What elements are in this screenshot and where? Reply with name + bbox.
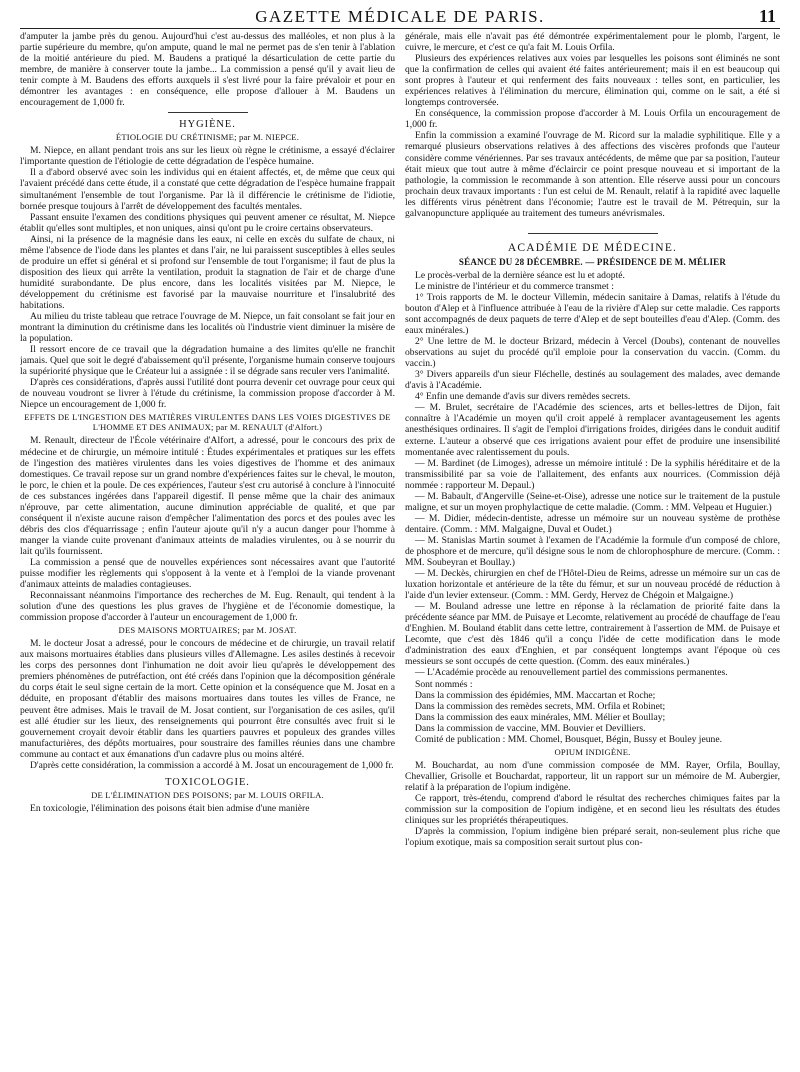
article-paragraph: Passant ensuite l'examen des conditions physiques qui peuvent amener ce résultat, M. Niepce établit qu'elles sont multiples, et non uniques, ainsi qu'ont pu le croire certains observateurs. [20, 211, 395, 234]
nommes-item: Dans la commission de vaccine, MM. Bouvier et Devilliers. [415, 722, 646, 734]
nommes-item: Dans la commission des remèdes secrets, MM. Orfila et Robinet; [415, 700, 666, 712]
section-title-hygiene: HYGIÈNE. [179, 119, 236, 131]
section-title-toxicologie: TOXICOLOGIE. [165, 776, 250, 788]
seance-paragraph: — M. Didier, médecin-dentiste, adresse un mémoire sur un nouveau système de prothèse dentaire. (Comm. : MM. Malgaigne, Duval et Oudet.) [405, 512, 780, 535]
article-title-elimination: DE L'ÉLIMINATION DES POISONS; par M. LOUIS ORFILA. [91, 789, 324, 800]
article-paragraph: En toxicologie, l'élimination des poisons était bien admise d'une manière [30, 802, 310, 814]
section-divider [528, 233, 658, 234]
nommes-item: Dans la commission des eaux minérales, MM. Mélier et Boullay; [415, 711, 666, 723]
article-paragraph: M. le docteur Josat a adressé, pour le concours de médecine et de chirurgie, un travail relatif aux maisons mortuaires établies dans plusieurs villes d'Allemagne. Les asiles destinés à recevoir les corps des personnes dont l'inhumation ne doit avoir lieu qu'après le développement des premiers phénomènes de putréfaction, ont été créés dans l'opinion que la décomposition générale du corps était le seul signe certain de la mort. Cette opinion et la conséquence que M. Josat en a déduite, en proposant d'établir des maisons mortuaires dans toutes les villes de France, ne peuvent être admises. Mais le travail de M. Josat contient, sur l'organisation de ces asiles, qu'il est allé étudier sur les lieux, des renseignements qui pourront être consultés avec fruit si le gouvernement croyait devoir établir dans les quartiers pauvres et populeux des grandes villes manufacturières, des dépôts mortuaires, pour soustraire des familles réunies dans une chambre commune au contact et aux émanations d'un cadavre plus ou moins altéré. [20, 638, 395, 760]
seance-paragraph: — M. Deckès, chirurgien en chef de l'Hôtel-Dieu de Reims, adresse un mémoire sur un cas de luxation horizontale et antérieure de la tête du fémur, et sur un nouveau procédé de réduction à l'aide d'un levier extenseur. (Comm. : MM. Gerdy, Hervez de Chégoin et Malgaigne.) [405, 568, 780, 602]
seance-paragraph: — M. Stanislas Martin soumet à l'examen de l'Académie la formule d'un composé de chlore, de phosphore et de mercure, qu'il désigne sous le nom de chlorophosphure de mercure. (Comm. : MM. Soubeyran et Boullay.) [405, 534, 780, 569]
right-column [405, 31, 780, 1071]
seance-paragraph: 2° Une lettre de M. le docteur Brizard, médecin à Vercel (Doubs), contenant de nouvelles observations au sujet du procédé qu'il emploie pour la conservation du vaccin. (Comm. du vaccin.) [405, 336, 780, 370]
seance-paragraph: — L'Académie procède au renouvellement partiel des commissions permanentes. [415, 667, 728, 679]
section-title-academie: ACADÉMIE DE MÉDECINE. [507, 241, 678, 254]
left-column [20, 31, 395, 1071]
article-title-virulentes: EFFETS DE L'INGESTION DES MATIÈRES VIRULENTES DANS LES VOIES DIGESTIVES DE L'HOMME ET DES ANIMAUX; par M. RENAULT (d'Alfort.) [24, 412, 391, 433]
article-paragraph: M. Niepce, en allant pendant trois ans sur les lieux où règne le crétinisme, a essayé d'éclairer l'importante question de l'étiologie de cette dégradation de l'espèce humaine. [20, 145, 395, 168]
article-paragraph: D'après cette considération, la commission a accordé à M. Josat un encouragement de 1,000 fr. [30, 759, 394, 771]
page-number: 11 [758, 6, 776, 26]
seance-title: SÉANCE DU 28 DÉCEMBRE. — PRÉSIDENCE DE M. MÉLIER [458, 256, 727, 267]
intro-paragraph: d'amputer la jambe près du genou. Aujourd'hui c'est au-dessus des malléoles, et non plus à la partie supérieure du membre, qu'on ampute, quand le mal ne permet pas de s'en tenir à l'ablation de la moitié antérieure du pied. M. Baudens a pratiqué la désarticulation de cette partie du membre, de manière à conserver toute la jambe... La commission a pensé qu'il y avait lieu de tenir compte à M. Baudens des efforts auxquels il s'est livré pour la faire prévaloir et pour en démontrer les avantages : en conséquence, elle propose d'allouer à M. Baudens un encouragement de 1,000 fr. [20, 31, 395, 109]
article-paragraph: générale, mais elle n'avait pas été démontrée expérimentalement pour le plomb, l'argent, le cuivre, le mercure, et c'est ce qu'a fait M. Louis Orfila. [405, 31, 780, 54]
section-divider [168, 112, 248, 113]
opium-paragraph: M. Bouchardat, au nom d'une commission composée de MM. Rayer, Orfila, Boullay, Chevallier, Grisolle et Bouchardat, rapporteur, lit un rapport sur un mémoire de M. Aubergier, relatif à la préparation de l'opium indigène. [405, 759, 780, 793]
page-header [20, 6, 780, 29]
seance-paragraph: — M. Bouland adresse une lettre en réponse à la réclamation de priorité faite dans la précédente séance par MM. de Puisaye et Lecomte, relativement au procédé de chauffage de l'eau d'Enghien. M. Bouland établit dans cette lettre, contrairement à l'assertion de MM. de Puisaye et Lecomte, que c'est dès 1846 qu'il a conçu l'idée de cette modification dans le mode d'administration des eaux d'Enghien, et par conséquent longtemps avant l'époque où ces messieurs se sont occupés de cette question. (Comm. des eaux minérales.) [405, 601, 780, 668]
article-paragraph: Au milieu du triste tableau que retrace l'ouvrage de M. Niepce, un fait consolant se fait jour en montrant la diminution du crétinisme dans les localités où l'industrie vient diminuer la misère de la population. [20, 311, 395, 345]
article-paragraph: Reconnaissant néanmoins l'importance des recherches de M. Eug. Renault, qui tendent à la solution d'une des questions les plus graves de l'hygiène et de l'économie domestique, la commission propose d'accorder à l'auteur un encouragement de 1,000 fr. [20, 590, 395, 624]
seance-paragraph: Le procès-verbal de la dernière séance est lu et adopté. [415, 269, 625, 281]
seance-paragraph: — M. Bardinet (de Limoges), adresse un mémoire intitulé : De la syphilis héréditaire et de la transmissibilité par sa voie de l'allaitement, des enfants aux nourrices. (Commission déjà nommée : rapporteur M. Depaul.) [405, 457, 780, 491]
opium-paragraph: D'après la commission, l'opium indigène bien préparé serait, non-seulement plus riche que l'opium exotique, mais sa composition serait surtout plus con- [405, 826, 780, 849]
seance-paragraph: — M. Brulet, secrétaire de l'Académie des sciences, arts et belles-lettres de Dijon, fait connaître à l'Académie un moyen qu'il croit appelé à remplacer avantageusement les agents anesthésiques ordinaires. Il s'agit de l'emploi d'irrigations froides, dirigées dans le conduit auditif externe. L'auteur a observé que ces irrigations avaient pour effet de produire une insensibilité momentanée avec ralentissement du pouls. [405, 402, 780, 458]
nommes-label: Sont nommés : [415, 678, 473, 690]
article-title-cretinisme: ÉTIOLOGIE DU CRÉTINISME; par M. NIEPCE. [115, 132, 300, 143]
opium-paragraph: Ce rapport, très-étendu, comprend d'abord le résultat des recherches chimiques faites par la commission sur la composition de l'opium indigène, et en second lieu les résultats des études cliniques sur les propriétés thérapeutiques. [405, 792, 780, 827]
article-paragraph: Enfin la commission a examiné l'ouvrage de M. Ricord sur la maladie syphilitique. Elle y a remarqué plusieurs observations relatives à des affections des viscères profonds que l'auteur considère comme vénériennes. Par ses travaux antécédents, de même que par sa position, l'auteur était mieux que tout autre à même d'éclaircir ce point presque nouveau et si important de la pathologie, la commission le recommande à son attention. Elle réserve aussi pour un concours prochain deux travaux importants : l'un est celui de M. Renault, relatif à la rapidité avec laquelle les différents virus pénètrent dans l'économie; l'autre est le travail de M. Pétrequin, sur la galvanopuncture appliquée au traitement des tumeurs anévrismales. [405, 130, 780, 219]
article-paragraph: Il ressort encore de ce travail que la dégradation humaine a des limites qu'elle ne franchit jamais. Quel que soit le degré d'abaissement qu'il présente, l'organisme humain conserve toujours la supériorité physique que le Créateur lui a assignée : il se dégrade sans reculer vers l'animalité. [20, 344, 395, 378]
seance-paragraph: Le ministre de l'intérieur et du commerce transmet : [415, 280, 614, 292]
seance-paragraph: 3° Divers appareils d'un sieur Fléchelle, destinés au soulagement des malades, avec demande d'avis à l'Académie. [405, 369, 780, 392]
seance-paragraph: — M. Babault, d'Angerville (Seine-et-Oise), adresse une notice sur le traitement de la pustule maligne, et sur un moyen prophylactique de cette maladie. (Comm. : MM. Velpeau et Huguier.) [405, 490, 780, 513]
article-paragraph: Ainsi, ni la présence de la magnésie dans les eaux, ni celle en excès du sulfate de chaux, ni même l'absence de l'iode dans les plantes et dans l'air, ne lui paraissent susceptibles à elles seules de produire un effet si général et si profond sur l'ensemble de tout l'organisme; il faut de plus la disposition des lieux qui arrête la ventilation, produit la stagnation de l'air et de charge d'une humidité surabondante. De plus encore, dans les localités visitées par M. Niepce, le développement du crétinisme est favorisé par la mauvaise nourriture et l'insalubrité des habitations. [20, 233, 395, 311]
nommes-item: Dans la commission des épidémies, MM. Maccartan et Roche; [415, 689, 656, 701]
seance-paragraph: 4° Enfin une demande d'avis sur divers remèdes secrets. [415, 391, 631, 403]
seance-paragraph: 1° Trois rapports de M. le docteur Villemin, médecin sanitaire à Damas, relatifs à l'étude du bouton d'Alep et à l'influence attribuée à l'eau de la rivière d'Alep sur cette maladie. Ces rapports sont accompagnés de deux paquets de terre d'Alep et de sept bouteilles d'eau d'Alep. (Comm. des eaux minérales.) [405, 291, 780, 337]
article-paragraph: M. Renault, directeur de l'École vétérinaire d'Alfort, a adressé, pour le concours des prix de médecine et de chirurgie, un mémoire intitulé : Études expérimentales et pratiques sur les effets de l'ingestion des matières virulentes dans les voies digestives de l'homme et des animaux domestiques. Ce travail repose sur un grand nombre d'expériences faites sur le cheval, le mouton, le porc, le chien et la poule. De ces expériences, l'auteur s'est cru autorisé à conclure à l'innocuité de ces substances ingérées dans l'appareil digestif. Il pense même que la chair des animaux n'éprouve, par cette alimentation, aucune diminution appréciable de qualité, et que par conséquent il n'existe aucune raison d'empêcher l'alimentation des porcs et des poules avec les débris des clos d'équarrissage ; enfin l'auteur ajoute qu'il n'y a aucun danger pour l'homme à manger la viande cuite provenant d'animaux atteints de maladies virulentes, ou à se nourrir du lait qu'ils fournissent. [20, 435, 395, 557]
article-paragraph: Plusieurs des expériences relatives aux voies par lesquelles les poisons sont éliminés ne sont que la confirmation de celles qui avaient été faites antérieurement; mais il en est beaucoup qui sont propres à l'auteur et qui renferment des faits nouveaux : telles sont, en particulier, les expériences relatives à l'élimination du mercure, élimination qui, comme on le sait, a été si longtemps controversée. [405, 53, 780, 109]
nommes-item: Comité de publication : MM. Chomel, Bousquet, Bégin, Bussy et Bouley jeune. [415, 733, 722, 745]
article-title-opium: OPIUM INDIGÈNE. [554, 746, 631, 757]
article-paragraph: Il a d'abord observé avec soin les individus qui en étaient affectés, et, de même que ceux qui l'avaient précédé dans cette étude, il a constaté que cette dégradation de l'espèce humaine frappait simultanément l'ensemble de tout l'organisme. Par là il différencie le crétinisme de l'idiotie, bornée presque toujours à l'arrêt de développement des facultés mentales. [20, 167, 395, 212]
article-title-mortuaires: DES MAISONS MORTUAIRES; par M. JOSAT. [118, 625, 297, 636]
article-paragraph: D'après ces considérations, d'après aussi l'utilité dont pourra devenir cet ouvrage pour ceux qui de nouveau voudront se livrer à l'étude du crétinisme, la commission propose d'accorder à M. Niepce un encouragement de 1,000 fr. [20, 377, 395, 411]
article-paragraph: En conséquence, la commission propose d'accorder à M. Louis Orfila un encouragement de 1,000 fr. [405, 108, 780, 131]
journal-title: GAZETTE MÉDICALE DE PARIS. [255, 7, 545, 26]
article-paragraph: La commission a pensé que de nouvelles expériences sont nécessaires avant que l'autorité puisse modifier les règlements qui s'opposent à la vente et à l'emploi de la viande provenant d'animaux atteints de maladies contagieuses. [20, 556, 395, 591]
